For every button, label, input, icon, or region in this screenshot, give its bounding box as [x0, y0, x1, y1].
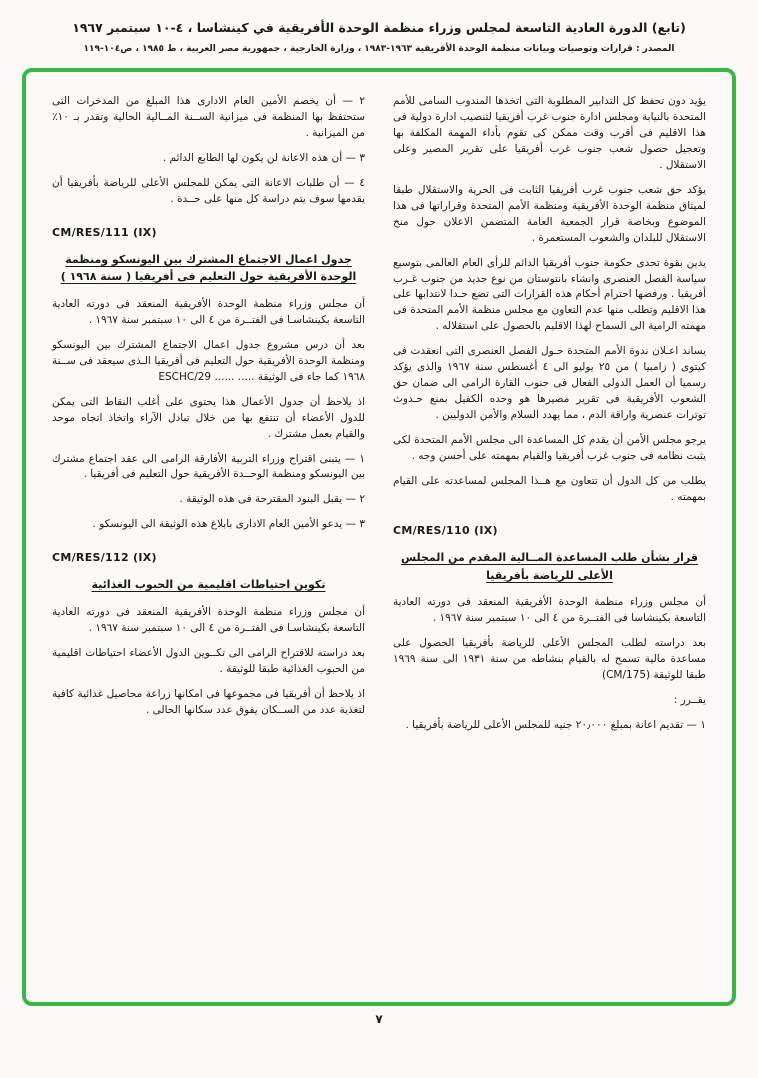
resolution-title: جدول اعمال الاجتماع المشترك بين اليونسكو ومنظمة الوحدة الأفريقية حول التعليم فى أفريقيا ( سنة ١٩٦٨ ) — [60, 252, 357, 284]
resolution-title: تكوين احتياطات اقليمية من الحبوب الغذائية — [91, 578, 326, 592]
paragraph: أن مجلس وزراء منظمة الوحدة الأفريقية المنعقد فى دورته العادية التاسعة بكينشاسـا فى الفتــرة من ٤ الى ١٠ سبتمبر سنة ١٩٦٧ . — [52, 605, 365, 634]
paragraph: ٢ — يقبل البنود المقترحة فى هذه الوثيقة . — [179, 493, 365, 506]
paragraph: يقــرر : — [673, 693, 706, 706]
column-left — [52, 94, 365, 728]
paragraph: أن مجلس وزراء منظمة الوحدة الأفريقية المنعقد فى دورته العادية التاسعة بكينشاسا فى الفتــرة من ٤ الى ١٠ سبتمبر سنة ١٩٦٧ . — [393, 596, 706, 625]
paragraph: يؤكد حق شعب جنوب غرب أفريقيا الثابت فى الحرية والاستقلال طبقا لميثاق منظمة الوحدة الأفريقية ومنظمة الأمم المتحدة وقراراتها فى هذا الموضوع وبخاصة قرار الجمعية العامة المتضمن الاعلان حول منح الاستقلال للبلدان والشعوب المستعمرة . — [393, 183, 706, 244]
paragraph: ١ — تقديم اعانة بمبلغ ٢٠٫٠٠٠ جنيه للمجلس الأعلى للرياضة بأفريقيا . — [405, 718, 706, 731]
paragraph: بعد دراسته لطلب المجلس الأعلى للرياضة بأفريقيا الحصول على مساعدة مالية تسمح له بالقيام بنشاطه من سنة ١٩٣١ الى سنة ١٩٦٩ طبقا للوثيقة (CM/175) — [393, 637, 706, 681]
paragraph: ١ — يتبنى اقتراح وزراء التربية الأفارقة الرامى الى عقد اجتماع مشترك بين اليونسكو ومنظمة الوحــدة الأفريقية حول التعليم فى أفريقيا . — [52, 452, 365, 481]
resolution-title: قرار بشأن طلب المساعدة المــالية المقدم من المجلس الأعلى للرياضة بأفريقيا — [400, 550, 699, 582]
paragraph: أن مجلس وزراء منظمة الوحدة الأفريقية المنعقد فى دورته العادية التاسعة بكينشاسـا فى الفتــرة من ٤ الى ١٠ سبتمبر سنة ١٩٦٧ . — [52, 297, 365, 326]
paragraph: يطلب من كل الدول أن تتعاون مع هــذا المجلس لمساعدته على القيام بمهمته . — [393, 475, 706, 503]
resolution-code: CM/RES/112 (IX) — [52, 551, 157, 565]
resolution-code: CM/RES/111 (IX) — [52, 225, 157, 239]
resolution-code: CM/RES/110 (IX) — [393, 523, 498, 537]
source-line: المصدر : قرارات وتوصيات وبيانات منظمة الوحدة الأفريقية ١٩٦٣-١٩٨٣ ، وزارة الخارجية ، جمهورية مصر العربية ، ط ١٩٨٥ ، ص١٠٤-١١٩ — [83, 44, 675, 54]
page-number: ٧ — [375, 1012, 383, 1026]
paragraph: بعد دراسته للاقتراح الرامى الى تكــوين الدول الأعضاء احتياطات اقليمية من الحبوب الغذائية طبقا للوثيقة . — [52, 646, 365, 675]
column-right — [393, 94, 706, 743]
paragraph: يدين بقوة تحدى حكومة جنوب أفريقيا الدائم للرأى العام العالمى بتوسيع سياسة الفصل العنصرى وانشاء بانتوستان من نوع جديد من جنوب غـرب أفريقيا . ورفضها احترام أحكام هذه القرارات التى تضع حـدا لانتدابها على هذا الاقليم وتطلب منها عدم التعاون مع مجلس منظمة الأمم المتحدة فى مهمته الرامية الى السماح لهذا الاقليم بالحصول على استقلاله . — [393, 256, 706, 333]
paragraph: بعد أن درس مشروع جدول اعمال الاجتماع المشترك بين اليونسكو ومنظمة الوحدة الأفريقية حول التعليم فى أفريقيا الـذى سيعقد فى ســنة ١٩٦٨ كما جاء فى الوثيقة ..... ...... ESCHC/29 — [52, 338, 365, 383]
document-frame — [22, 68, 736, 1006]
paragraph: يؤيد دون تحفظ كل التدابير المطلوبة التى اتخذها المندوب السامى للأمم المتحدة بالنيابة ومجلس ادارة جنوب غرب أفريقيا لتنصيب ادارة دولية فى هذا الاقليم فى أقرب وقت ممكن كى تقوم بأداء المهمة المكلفة بها وتعجيل حصول شعب جنوب غرب أفريقيا على تقرير المصير وعلى الاستقلال . — [393, 95, 706, 171]
header-title: (تابع) الدورة العادية التاسعة لمجلس وزراء منظمة الوحدة الأفريقية في كينشاسا ، ٤-١٠ سبتمبر ١٩٦٧ — [72, 20, 686, 35]
paragraph: ٤ — أن طلبات الاعانة التى يمكن للمجلس الأعلى للرياضة بأفريقيا أن يقدمها سوف يتم دراسة كل منها على حــدة . — [52, 176, 365, 205]
paragraph: ٣ — يدعو الأمين العام الادارى بابلاغ هذه الوثيقة الى اليونسكو . — [92, 518, 365, 531]
paragraph: اذ يلاحظ أن أفريقيا فى مجموعها فى امكانها زراعة محاصيل غذائية كافية لتغذية عدد من الســكان يفوق عدد سكانها الحالى . — [52, 687, 365, 716]
paragraph: ٢ — أن يخصم الأمين العام الادارى هذا المبلغ من المدخرات التى ستحتفظ بها المنظمة فى ميزانية الســنة المــالية الحالية وتقدر بـ ١٠٪ من الميزانية . — [52, 95, 365, 139]
paragraph: يرجو مجلس الأمن أن يقدم كل المساعدة الى مجلس الأمم المتحدة لكى يثبت نظامه فى جنوب غرب أفريقيا والقيام بمهمته على أحسن وجه . — [393, 434, 706, 463]
paragraph: يساند اعـلان ندوة الأمم المتحدة حـول الفصل العنصرى التى انعقدت فى كيتوى ( زامبيا ) من ٢٥ يوليو الى ٤ أغسطس سنة ١٩٦٧ والذى يؤكد رسميا أن العمل الدولى الفعال فى جنوب القارة الرامى الى ضمان حق الشعوب الأفريقية فى تقرير مصيرها هو وحده الكفيل بمنع حـدوث توترات عنصرية واراقة الدم ، مما يهدد السلام والأمن الدوليين . — [393, 345, 707, 422]
paragraph: اذ يلاحظ أن جدول الأعمال هذا يحتوى على أغلب النقاط التى يمكن للدول الأعضاء أن تنتفع بها من خلال تبادل الآراء واتخاذ اتجاه موحد والقيام بعمل مشترك . — [52, 395, 365, 440]
document-header — [0, 0, 758, 54]
columns-container — [52, 94, 706, 743]
paragraph: ٣ — أن هذه الاعانة لن يكون لها الطابع الدائم . — [162, 151, 365, 164]
